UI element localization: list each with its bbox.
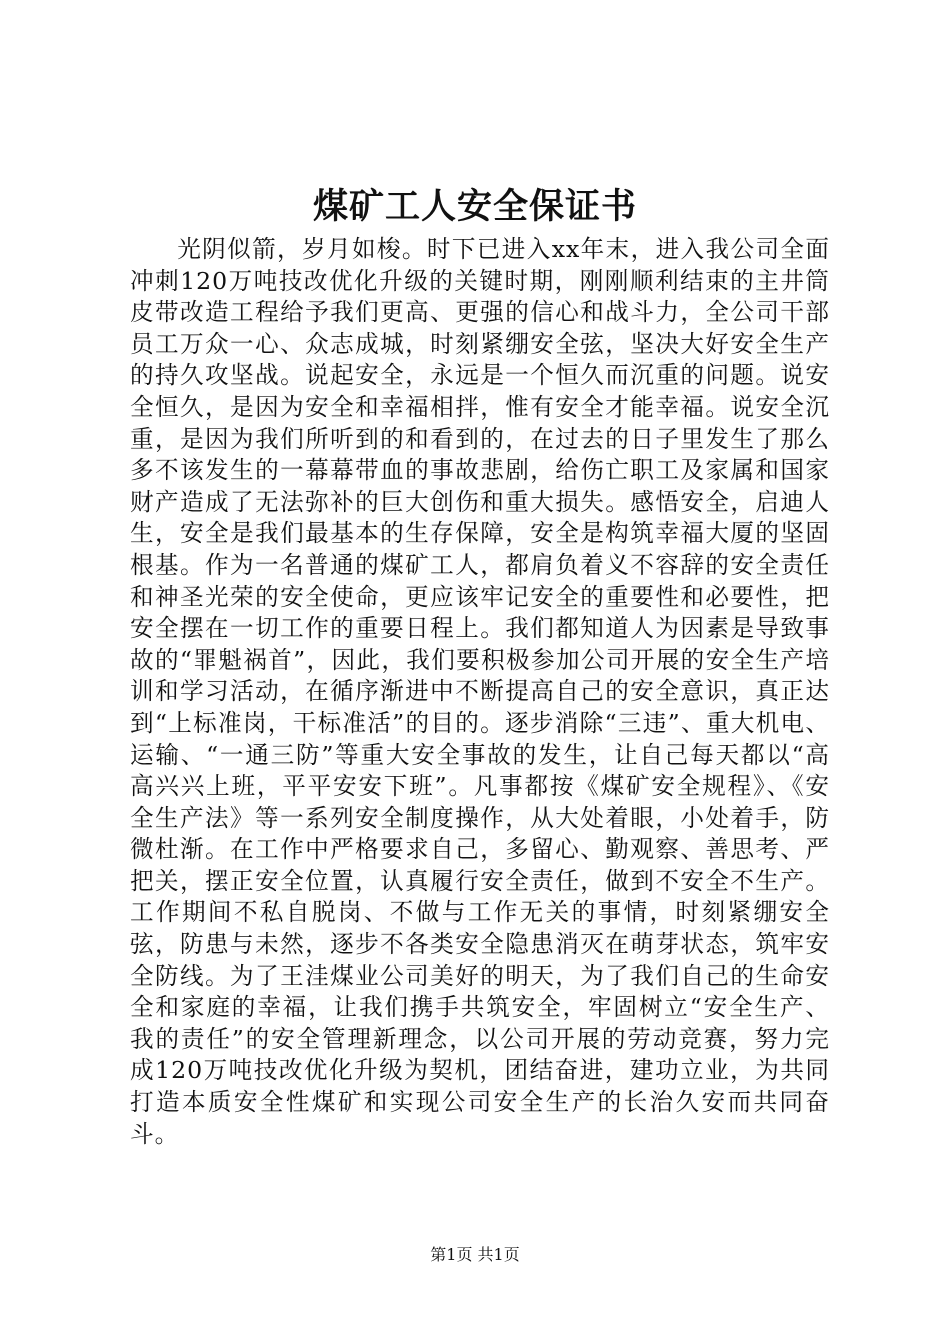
document-body-paragraph: 光阴似箭，岁月如梭。时下已进入xx年末，进入我公司全面冲刺120万吨技改优化升级的关键时期，刚刚顺利结束的主井筒皮带改造工程给予我们更高、更强的信心和战斗力，全公司干部员工万众一心、众志成城，时刻紧绷安全弦，坚决大好安全生产的持久攻坚战。说起安全，永远是一个恒久而沉重的问题。说安全恒久，是因为安全和幸福相拌，惟有安全才能幸福。说安全沉重，是因为我们所听到的和看到的，在过去的日子里发生了那么多不该发生的一幕幕带血的事故悲剧，给伤亡职工及家属和国家财产造成了无法弥补的巨大创伤和重大损失。感悟安全，启迪人生，安全是我们最基本的生存保障，安全是构筑幸福大厦的坚固根基。作为一名普通的煤矿工人，都肩负着义不容辞的安全责任和神圣光荣的安全使命，更应该牢记安全的重要性和必要性，把安全摆在一切工作的重要日程上。我们都知道人为因素是导致事故的“罪魁祸首”，因此，我们要积极参加公司开展的安全生产培训和学习活动，在循序渐进中不断提高自己的安全意识，真正达到“上标准岗，干标准活”的目的。逐步消除“三违”、重大机电、运输、“一通三防”等重大安全事故的发生，让自己每天都以“高高兴兴上班，平平安安下班”。凡事都按《煤矿安全规程》、《安全生产法》等一系列安全制度操作，从大处着眼，小处着手，防微杜渐。在工作中严格要求自己，多留心、勤观察、善思考、严把关，摆正安全位置，认真履行安全责任，做到不安全不生产。工作期间不私自脱岗、不做与工作无关的事情，时刻紧绷安全弦，防患与未然，逐步不各类安全隐患消灭在萌芽状态，筑牢安全防线。为了王洼煤业公司美好的明天，为了我们自己的生命安全和家庭的幸福，让我们携手共筑安全，牢固树立“安全生产、我的责任”的安全管理新理念，以公司开展的劳动竞赛，努力完成120万吨技改优化升级为契机，团结奋进，建功立业，为共同打造本质安全性煤矿和实现公司安全生产的长治久安而共同奋斗。: [130, 235, 830, 1148]
page-footer: 第1页 共1页: [430, 1245, 520, 1264]
document-title: 煤矿工人安全保证书: [312, 186, 637, 227]
